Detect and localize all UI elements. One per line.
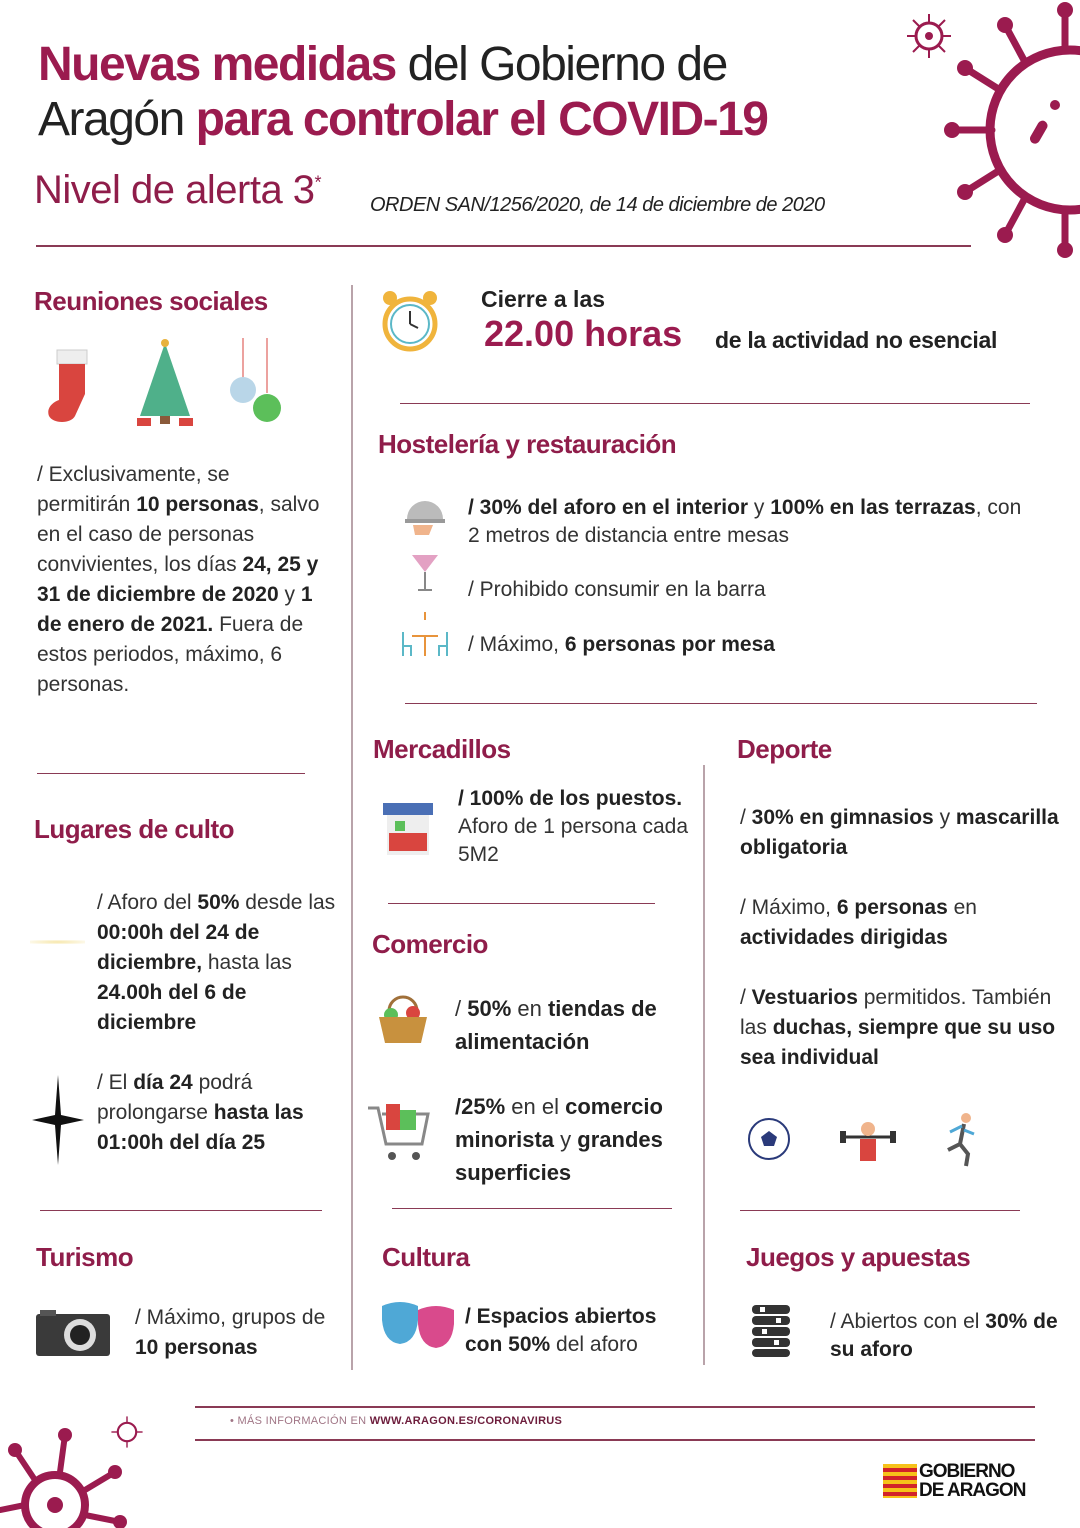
text-segment: mascarilla obligatoria [740, 806, 1059, 859]
reuniones-text [37, 460, 327, 700]
hosteleria-item-3 [468, 630, 1028, 660]
market-stall-icon [383, 803, 433, 855]
divider [351, 285, 353, 1370]
text-segment: Fuera de estos periodos, máximo, 6 personas. [37, 613, 304, 696]
text-segment: duchas, siempre que su uso sea individual [740, 1016, 1056, 1069]
text-segment: y [554, 1127, 578, 1152]
culto-item-1 [97, 888, 347, 1038]
text-segment: / [740, 806, 752, 829]
runner-icon [940, 1112, 980, 1168]
juegos-text [830, 1308, 1060, 1364]
text-segment: / Máximo, [740, 896, 837, 919]
theater-masks-icon [380, 1300, 456, 1356]
more-info-label: MÁS INFORMACIÓN EN [237, 1415, 370, 1427]
food-basket-icon [377, 993, 429, 1045]
text-segment: y [748, 496, 771, 519]
light-glow-icon [30, 940, 85, 944]
section-title-deporte: Deporte [737, 734, 832, 764]
small-virus-icon [110, 1415, 144, 1449]
weightlifter-icon [838, 1115, 898, 1165]
more-info-link[interactable]: WWW.ARAGON.ES/CORONAVIRUS [369, 1415, 563, 1427]
gobierno-aragon-logo [883, 1462, 1038, 1502]
text-segment: 50% [467, 996, 512, 1021]
hosteleria-item-2 [468, 575, 1028, 605]
comercio-item-2 [455, 1090, 705, 1189]
text-segment: 50% [197, 891, 240, 914]
text-segment: hasta las 01:00h del día 25 [97, 1101, 304, 1154]
closing-time: 22.00 horas [484, 313, 683, 354]
title-line-1 [38, 38, 727, 92]
text-segment: hasta las [202, 951, 292, 974]
section-title-turismo: Turismo [36, 1242, 134, 1272]
stocking-icon [45, 342, 100, 427]
deporte-item-2 [740, 893, 1060, 953]
text-segment: /25% [455, 1094, 506, 1119]
text-segment: podrá prolongarse [97, 1071, 253, 1124]
text-segment: 24.00h del 6 de diciembre [97, 981, 247, 1034]
mercadillos-text [458, 785, 688, 869]
more-info: • MÁS INFORMACIÓN EN WWW.ARAGON.ES/CORONAVIRUS [230, 1415, 563, 1427]
text-segment: día 24 [133, 1071, 193, 1094]
alarm-clock-icon [380, 284, 440, 356]
section-title-culto: Lugares de culto [34, 814, 235, 844]
text-segment: 24, 25 y 31 de diciembre de 2020 [37, 553, 319, 606]
text-segment: 10 personas [136, 493, 259, 516]
culto-item-2 [97, 1068, 347, 1158]
divider [703, 765, 705, 1365]
soccer-ball-icon [747, 1117, 791, 1161]
text-segment: tiendas de alimentación [455, 996, 657, 1054]
logo-line-1: GOBIERNO [919, 1461, 1015, 1482]
text-segment: / [455, 996, 468, 1021]
text-segment: Aragón [38, 93, 196, 146]
section-title-reuniones: Reuniones sociales [34, 286, 268, 316]
serving-dish-icon [405, 493, 445, 538]
section-title-hosteleria: Hostelería y restauración [378, 429, 677, 459]
divider [405, 703, 1037, 704]
text-segment: / Aforo del [97, 891, 198, 914]
alert-level-text: Nivel de alerta 3 [34, 168, 315, 212]
text-segment: en [511, 996, 548, 1021]
camera-icon [36, 1308, 110, 1356]
text-segment: / El [97, 1071, 134, 1094]
divider [388, 903, 655, 904]
text-segment: Vestuarios [751, 986, 858, 1009]
text-segment: desde las [239, 891, 336, 914]
logo-line-2: DE ARAGON [919, 1480, 1026, 1501]
deporte-item-1 [740, 803, 1060, 863]
section-title-cultura: Cultura [382, 1242, 470, 1272]
section-title-juegos: Juegos y apuestas [746, 1242, 971, 1272]
text-segment: / Abiertos con el [830, 1310, 986, 1333]
closing-pre: Cierre a las [481, 286, 606, 312]
text-segment: del aforo [550, 1333, 638, 1356]
cultura-text [465, 1303, 695, 1359]
text-segment: en [947, 896, 977, 919]
turismo-text [135, 1303, 335, 1363]
poker-chips-icon [750, 1303, 792, 1357]
text-segment: 00:00h del 24 de diciembre, [97, 921, 260, 974]
text-segment: / Espacios abiertos con 50% [465, 1305, 657, 1356]
divider [195, 1439, 1035, 1441]
text-segment: , con 2 metros de distancia entre mesas [468, 496, 1022, 547]
deporte-item-3 [740, 983, 1070, 1073]
title-line-2 [38, 93, 767, 147]
text-segment: y [933, 806, 956, 829]
divider [36, 245, 971, 247]
text-segment: Aforo de 1 persona cada 5M2 [458, 815, 688, 866]
star-icon [32, 1075, 84, 1165]
cocktail-icon [410, 550, 440, 595]
text-segment: / Máximo, [468, 633, 565, 656]
divider [740, 1210, 1020, 1211]
text-segment: 6 personas por mesa [564, 633, 775, 656]
shopping-cart-icon [368, 1100, 430, 1164]
hosteleria-item-1 [468, 494, 1038, 550]
text-segment: / 30% del aforo en el interior [468, 496, 749, 519]
divider [37, 773, 305, 774]
section-title-comercio: Comercio [372, 929, 488, 959]
table-chairs-icon [400, 612, 450, 660]
text-segment: del Gobierno de [395, 38, 727, 91]
comercio-item-1 [455, 992, 695, 1058]
text-segment: y [278, 583, 301, 606]
text-segment: actividades dirigidas [740, 926, 948, 949]
text-segment: 1 de enero de 2021. [37, 583, 313, 636]
alert-level [34, 168, 321, 213]
text-segment: Nuevas medidas [38, 38, 396, 91]
text-segment: grandes superficies [455, 1127, 663, 1185]
divider [400, 403, 1030, 404]
divider [195, 1406, 1035, 1408]
text-segment: en el [505, 1094, 566, 1119]
virus-icon [940, 0, 1080, 260]
aragon-flag-icon [883, 1464, 917, 1498]
text-segment: 100% en las terrazas [770, 496, 976, 519]
alert-level-mark: * [314, 172, 322, 193]
text-segment: / 100% de los puestos. [458, 787, 683, 810]
text-segment: 30% de su aforo [830, 1310, 1058, 1361]
text-segment: comercio minorista [455, 1094, 663, 1152]
section-title-mercadillos: Mercadillos [373, 734, 511, 764]
divider [40, 1210, 322, 1211]
text-segment: permitidos. También las [740, 986, 1052, 1039]
text-segment: 10 personas [135, 1336, 258, 1359]
text-segment: para controlar el COVID-19 [195, 93, 768, 146]
text-segment: 30% en gimnasios [751, 806, 934, 829]
text-segment: / [740, 986, 752, 1009]
text-segment: 6 personas [836, 896, 948, 919]
christmas-tree-icon [135, 338, 195, 428]
divider [392, 1208, 672, 1209]
small-virus-icon [905, 12, 953, 60]
closing-post: de la actividad no esencial [715, 327, 998, 353]
text-segment: / Máximo, grupos de [135, 1306, 326, 1329]
order-reference: ORDEN SAN/1256/2020, de 14 de diciembre de 2020 [370, 194, 825, 216]
text-segment: / Exclusivamente, se permitirán [37, 463, 230, 516]
ornaments-icon [225, 338, 285, 428]
text-segment: / Prohibido consumir en la barra [468, 578, 766, 601]
text-segment: , salvo en el caso de personas convivientes, los días [37, 493, 320, 576]
